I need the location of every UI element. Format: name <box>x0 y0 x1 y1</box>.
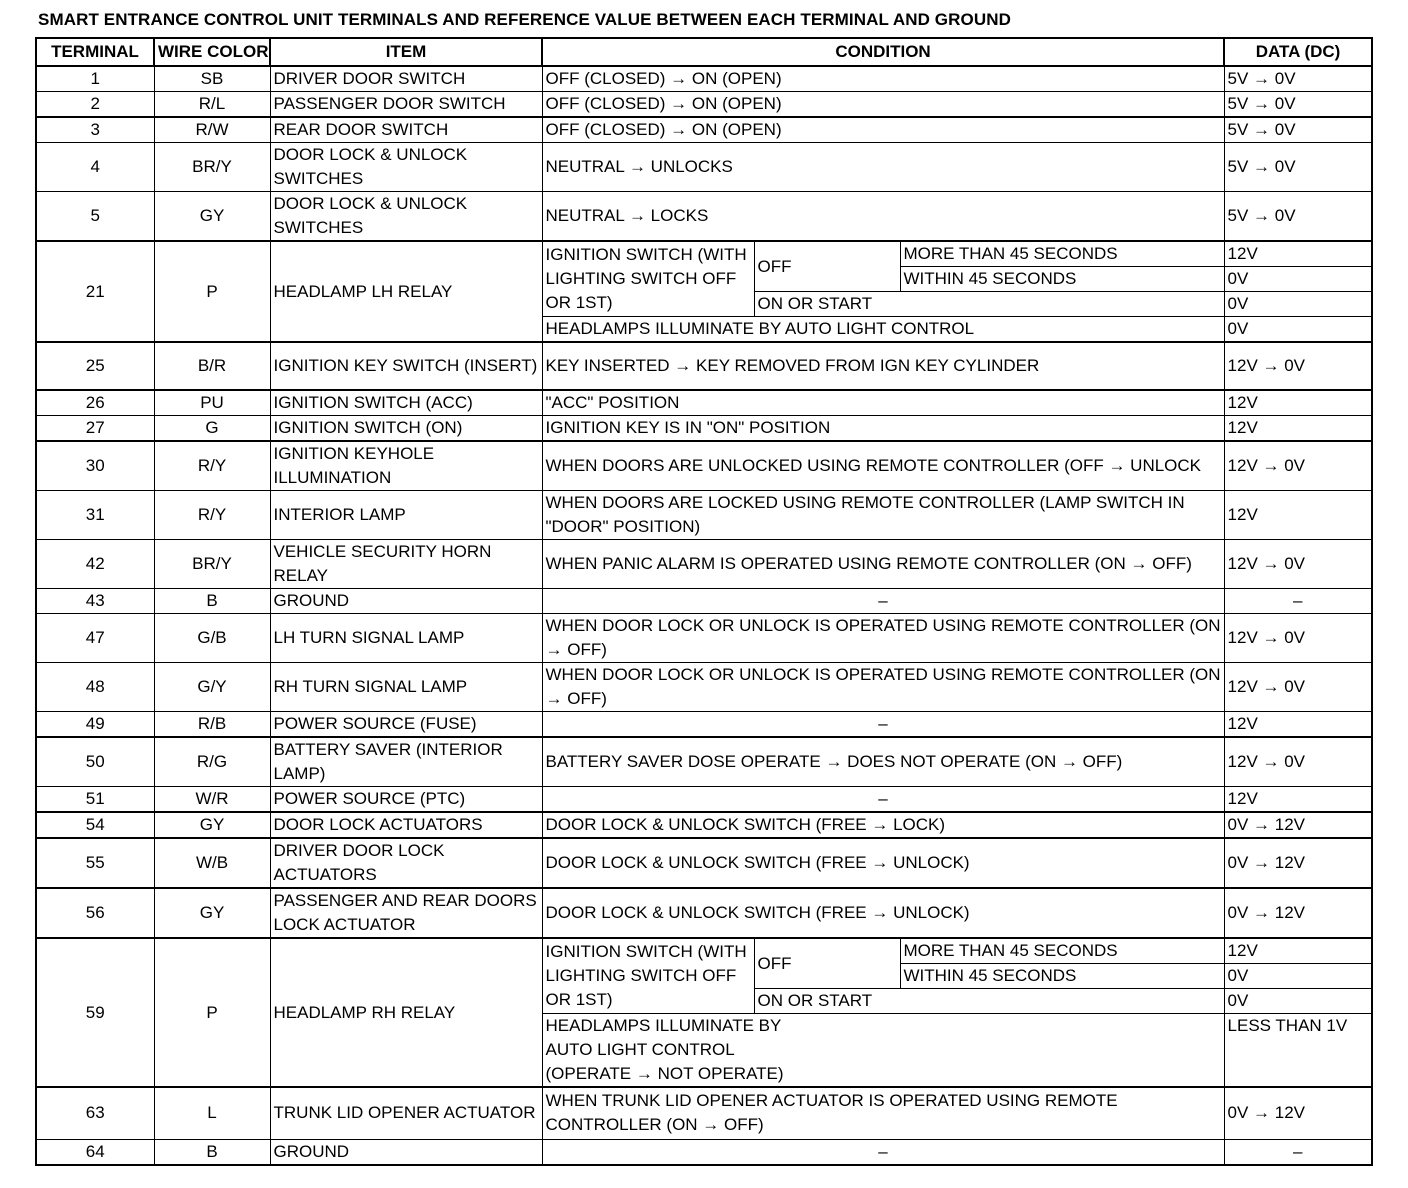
terminal-cell: 64 <box>36 1139 154 1165</box>
item-cell: GROUND <box>270 1139 542 1165</box>
data-cell: 5V → 0V <box>1224 92 1372 118</box>
condition-cell: NEUTRAL → UNLOCKS <box>542 143 1224 192</box>
data-cell: 12V → 0V <box>1224 663 1372 712</box>
data-cell: 5V → 0V <box>1224 117 1372 143</box>
item-cell: PASSENGER DOOR SWITCH <box>270 92 542 118</box>
item-cell: IGNITION SWITCH (ON) <box>270 416 542 442</box>
terminal-cell: 59 <box>36 938 154 1087</box>
item-cell: DOOR LOCK & UNLOCK SWITCHES <box>270 143 542 192</box>
header-item: ITEM <box>270 38 542 66</box>
terminal-cell: 25 <box>36 342 154 390</box>
condition-cell: MORE THAN 45 SECONDS <box>900 241 1224 267</box>
item-cell: DOOR LOCK ACTUATORS <box>270 812 542 838</box>
terminal-cell: 56 <box>36 888 154 938</box>
data-cell: 12V → 0V <box>1224 540 1372 589</box>
table-row <box>36 1139 1372 1165</box>
terminal-cell: 42 <box>36 540 154 589</box>
condition-cell: OFF <box>754 938 900 989</box>
terminal-cell: 4 <box>36 143 154 192</box>
wire-cell: GY <box>154 812 270 838</box>
item-cell: POWER SOURCE (FUSE) <box>270 712 542 738</box>
condition-cell: DOOR LOCK & UNLOCK SWITCH (FREE → UNLOCK) <box>542 888 1224 938</box>
data-cell: 5V → 0V <box>1224 143 1372 192</box>
data-cell: 12V <box>1224 241 1372 267</box>
condition-cell: – <box>542 1139 1224 1165</box>
wire-cell: R/G <box>154 737 270 787</box>
item-cell: RH TURN SIGNAL LAMP <box>270 663 542 712</box>
wire-cell: GY <box>154 192 270 242</box>
table-row <box>36 888 1372 938</box>
data-cell: 0V <box>1224 317 1372 343</box>
wire-cell: R/L <box>154 92 270 118</box>
data-cell: 0V <box>1224 964 1372 989</box>
table-row <box>36 390 1372 416</box>
wire-cell: R/Y <box>154 491 270 540</box>
wire-cell: G/Y <box>154 663 270 712</box>
condition-cell: ON OR START <box>754 989 1224 1014</box>
data-cell: 0V → 12V <box>1224 1087 1372 1139</box>
item-cell: REAR DOOR SWITCH <box>270 117 542 143</box>
terminal-cell: 55 <box>36 838 154 888</box>
header-condition: CONDITION <box>542 38 1224 66</box>
data-cell: 12V <box>1224 787 1372 813</box>
table-row <box>36 589 1372 614</box>
table-row <box>36 441 1372 491</box>
data-cell: 12V <box>1224 938 1372 964</box>
condition-cell: WHEN TRUNK LID OPENER ACTUATOR IS OPERATED USING REMOTE CONTROLLER (ON → OFF) <box>542 1087 1224 1139</box>
table-row <box>36 192 1372 242</box>
data-cell: 0V <box>1224 267 1372 292</box>
data-cell: – <box>1224 1139 1372 1165</box>
table-row <box>36 812 1372 838</box>
condition-cell: KEY INSERTED → KEY REMOVED FROM IGN KEY CYLINDER <box>542 342 1224 390</box>
table-row <box>36 663 1372 712</box>
item-cell: DRIVER DOOR LOCK ACTUATORS <box>270 838 542 888</box>
wire-cell: L <box>154 1087 270 1139</box>
item-cell: HEADLAMP LH RELAY <box>270 241 542 342</box>
condition-cell: "ACC" POSITION <box>542 390 1224 416</box>
table-row <box>36 737 1372 787</box>
item-cell: LH TURN SIGNAL LAMP <box>270 614 542 663</box>
condition-cell: DOOR LOCK & UNLOCK SWITCH (FREE → LOCK) <box>542 812 1224 838</box>
table-row <box>36 117 1372 143</box>
terminal-cell: 3 <box>36 117 154 143</box>
terminal-cell: 31 <box>36 491 154 540</box>
wire-cell: B/R <box>154 342 270 390</box>
terminal-cell: 50 <box>36 737 154 787</box>
condition-cell: HEADLAMPS ILLUMINATE BY AUTO LIGHT CONTROL (OPERATE → NOT OPERATE) <box>542 1014 1224 1088</box>
data-cell: 0V → 12V <box>1224 838 1372 888</box>
data-cell: 12V <box>1224 491 1372 540</box>
table-row <box>36 342 1372 390</box>
table-row <box>36 66 1372 92</box>
table-row <box>36 491 1372 540</box>
item-cell: BATTERY SAVER (INTERIOR LAMP) <box>270 737 542 787</box>
table-row <box>36 938 1372 964</box>
data-cell: 5V → 0V <box>1224 192 1372 242</box>
item-cell: POWER SOURCE (PTC) <box>270 787 542 813</box>
item-cell: VEHICLE SECURITY HORN RELAY <box>270 540 542 589</box>
item-cell: INTERIOR LAMP <box>270 491 542 540</box>
wire-cell: BR/Y <box>154 143 270 192</box>
terminal-cell: 5 <box>36 192 154 242</box>
condition-cell: IGNITION SWITCH (WITH LIGHTING SWITCH OFF OR 1ST) <box>542 938 754 1014</box>
terminal-cell: 63 <box>36 1087 154 1139</box>
terminal-cell: 43 <box>36 589 154 614</box>
table-row <box>36 787 1372 813</box>
item-cell: HEADLAMP RH RELAY <box>270 938 542 1087</box>
terminal-cell: 48 <box>36 663 154 712</box>
data-cell: 0V → 12V <box>1224 812 1372 838</box>
condition-cell: WHEN DOORS ARE UNLOCKED USING REMOTE CONTROLLER (OFF → UNLOCK <box>542 441 1224 491</box>
data-cell: 12V → 0V <box>1224 441 1372 491</box>
terminal-cell: 54 <box>36 812 154 838</box>
condition-cell: DOOR LOCK & UNLOCK SWITCH (FREE → UNLOCK) <box>542 838 1224 888</box>
condition-cell: MORE THAN 45 SECONDS <box>900 938 1224 964</box>
header-row <box>36 38 1372 66</box>
wire-cell: G/B <box>154 614 270 663</box>
wire-cell: R/Y <box>154 441 270 491</box>
data-cell: 0V <box>1224 989 1372 1014</box>
condition-cell: WITHIN 45 SECONDS <box>900 267 1224 292</box>
wire-cell: R/B <box>154 712 270 738</box>
condition-cell: IGNITION SWITCH (WITH LIGHTING SWITCH OFF OR 1ST) <box>542 241 754 317</box>
data-cell: 5V → 0V <box>1224 66 1372 92</box>
condition-cell: BATTERY SAVER DOSE OPERATE → DOES NOT OPERATE (ON → OFF) <box>542 737 1224 787</box>
wire-cell: GY <box>154 888 270 938</box>
item-cell: IGNITION KEYHOLE ILLUMINATION <box>270 441 542 491</box>
header-wire-color: WIRE COLOR <box>154 38 270 66</box>
terminal-table <box>35 37 1373 1166</box>
condition-cell: HEADLAMPS ILLUMINATE BY AUTO LIGHT CONTROL <box>542 317 1224 343</box>
table-row <box>36 540 1372 589</box>
data-cell: 12V → 0V <box>1224 614 1372 663</box>
data-cell: 12V → 0V <box>1224 737 1372 787</box>
wire-cell: P <box>154 938 270 1087</box>
data-cell: 12V <box>1224 416 1372 442</box>
item-cell: GROUND <box>270 589 542 614</box>
terminal-cell: 51 <box>36 787 154 813</box>
data-cell: 0V → 12V <box>1224 888 1372 938</box>
terminal-cell: 47 <box>36 614 154 663</box>
item-cell: TRUNK LID OPENER ACTUATOR <box>270 1087 542 1139</box>
condition-cell: OFF <box>754 241 900 292</box>
item-cell: IGNITION KEY SWITCH (INSERT) <box>270 342 542 390</box>
wire-cell: B <box>154 1139 270 1165</box>
terminal-cell: 26 <box>36 390 154 416</box>
table-row <box>36 712 1372 738</box>
wire-cell: BR/Y <box>154 540 270 589</box>
condition-cell: WHEN DOORS ARE LOCKED USING REMOTE CONTROLLER (LAMP SWITCH IN "DOOR" POSITION) <box>542 491 1224 540</box>
wire-cell: SB <box>154 66 270 92</box>
table-row <box>36 1087 1372 1139</box>
data-cell: – <box>1224 589 1372 614</box>
table-row <box>36 838 1372 888</box>
data-cell: 12V <box>1224 390 1372 416</box>
data-cell: LESS THAN 1V <box>1224 1014 1372 1088</box>
condition-cell: ON OR START <box>754 292 1224 317</box>
data-cell: 0V <box>1224 292 1372 317</box>
wire-cell: W/R <box>154 787 270 813</box>
condition-cell: WITHIN 45 SECONDS <box>900 964 1224 989</box>
condition-cell: WHEN DOOR LOCK OR UNLOCK IS OPERATED USING REMOTE CONTROLLER (ON → OFF) <box>542 614 1224 663</box>
table-row <box>36 143 1372 192</box>
condition-cell: NEUTRAL → LOCKS <box>542 192 1224 242</box>
table-row <box>36 92 1372 118</box>
data-cell: 12V → 0V <box>1224 342 1372 390</box>
wire-cell: P <box>154 241 270 342</box>
condition-cell: OFF (CLOSED) → ON (OPEN) <box>542 66 1224 92</box>
condition-cell: – <box>542 787 1224 813</box>
condition-cell: OFF (CLOSED) → ON (OPEN) <box>542 92 1224 118</box>
condition-cell: WHEN PANIC ALARM IS OPERATED USING REMOTE CONTROLLER (ON → OFF) <box>542 540 1224 589</box>
terminal-cell: 27 <box>36 416 154 442</box>
condition-cell: OFF (CLOSED) → ON (OPEN) <box>542 117 1224 143</box>
header-data: DATA (DC) <box>1224 38 1372 66</box>
table-row <box>36 614 1372 663</box>
condition-cell: IGNITION KEY IS IN "ON" POSITION <box>542 416 1224 442</box>
terminal-cell: 21 <box>36 241 154 342</box>
item-cell: IGNITION SWITCH (ACC) <box>270 390 542 416</box>
item-cell: DRIVER DOOR SWITCH <box>270 66 542 92</box>
condition-cell: WHEN DOOR LOCK OR UNLOCK IS OPERATED USING REMOTE CONTROLLER (ON → OFF) <box>542 663 1224 712</box>
wire-cell: W/B <box>154 838 270 888</box>
condition-cell: – <box>542 589 1224 614</box>
data-cell: 12V <box>1224 712 1372 738</box>
header-terminal: TERMINAL <box>36 38 154 66</box>
terminal-cell: 1 <box>36 66 154 92</box>
terminal-cell: 30 <box>36 441 154 491</box>
wire-cell: PU <box>154 390 270 416</box>
page-title: SMART ENTRANCE CONTROL UNIT TERMINALS AND REFERENCE VALUE BETWEEN EACH TERMINAL AND GROUND <box>38 10 1011 29</box>
terminal-cell: 49 <box>36 712 154 738</box>
condition-cell: – <box>542 712 1224 738</box>
table-row <box>36 241 1372 267</box>
table-row <box>36 416 1372 442</box>
terminal-cell: 2 <box>36 92 154 118</box>
item-cell: DOOR LOCK & UNLOCK SWITCHES <box>270 192 542 242</box>
wire-cell: B <box>154 589 270 614</box>
wire-cell: G <box>154 416 270 442</box>
wire-cell: R/W <box>154 117 270 143</box>
item-cell: PASSENGER AND REAR DOORS LOCK ACTUATOR <box>270 888 542 938</box>
